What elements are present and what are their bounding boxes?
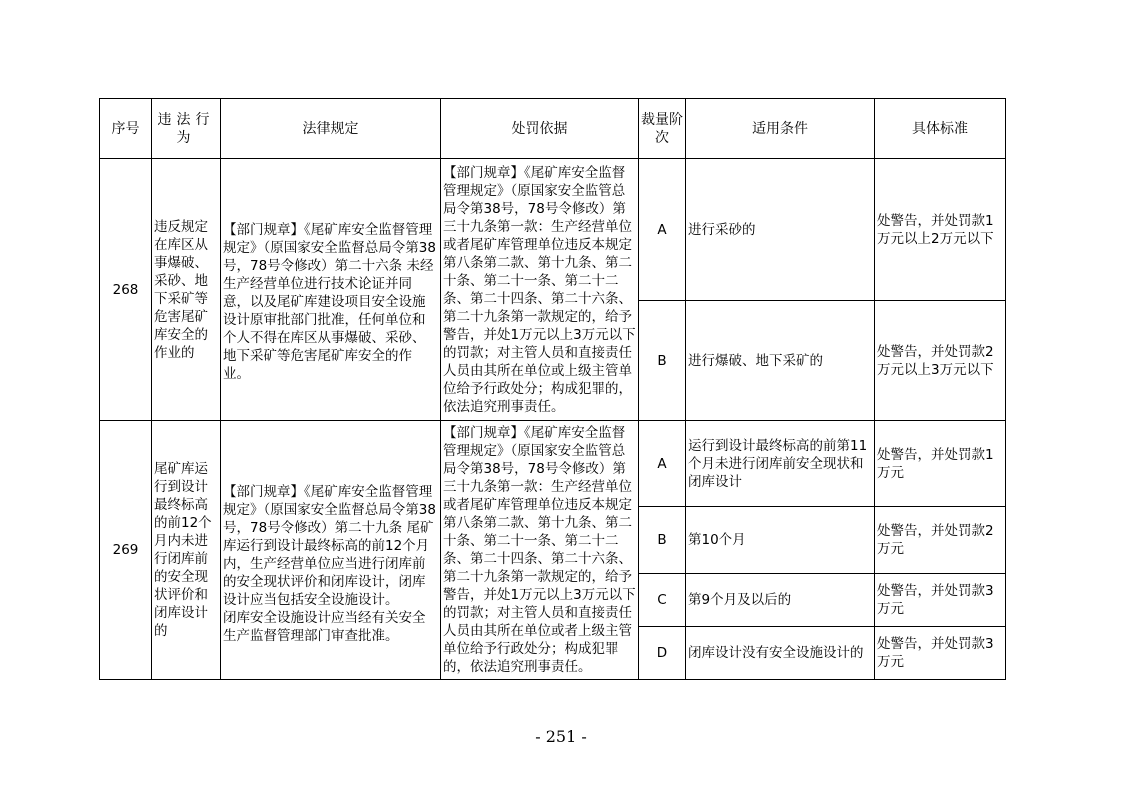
standard-cell: 处警告，并处罚款2万元 [875, 507, 1006, 574]
header-violation: 违法行为 [152, 99, 221, 159]
header-row [100, 99, 1006, 159]
level-cell: B [639, 301, 686, 421]
law-text: 【部门规章】《尾矿库安全监督管理规定》（原国家安全监督总局令第38号，78号令修改）第二十六条 未经生产经营单位进行技术论证并同意，以及尾矿库建设项目安全设施设计原审批部门批准，任何单位和个人不得在库区从事爆破、采砂、地下采矿等危害尾矿库安全的作业。 [223, 221, 436, 382]
level-cell: D [639, 627, 686, 680]
violation-cell: 违反规定在库区从事爆破、采砂、地下采矿等危害尾矿库安全的作业的 [152, 159, 221, 421]
condition-cell: 第9个月及以后的 [686, 574, 875, 627]
condition-cell: 进行采砂的 [686, 159, 875, 301]
standard-cell: 处警告，并处罚款2万元以上3万元以下 [875, 301, 1006, 421]
level-cell: C [639, 574, 686, 627]
law-paragraph: 【部门规章】《尾矿库安全监督管理规定》（原国家安全监督总局令第38号，78号令修改）第二十九条 尾矿库运行到设计最终标高的前12个月内，生产经营单位应当进行闭库前的安全现状评价和闭库设计，闭库设计应当包括安全设施设计。 [223, 484, 436, 608]
penalty-table [99, 98, 1006, 680]
row-number: 269 [100, 421, 152, 680]
header-level: 裁量阶次 [639, 99, 686, 159]
level-cell: A [639, 421, 686, 507]
condition-cell: 进行爆破、地下采矿的 [686, 301, 875, 421]
condition-cell: 第10个月 [686, 507, 875, 574]
law-text [223, 483, 438, 645]
row-number: 268 [100, 159, 152, 421]
law-paragraph: 闭库安全设施设计应当经有关安全生产监督管理部门审查批准。 [223, 610, 426, 644]
header-basis: 处罚依据 [441, 99, 639, 159]
standard-cell: 处警告，并处罚款3万元 [875, 627, 1006, 680]
basis-cell: 【部门规章】《尾矿库安全监督管理规定》（原国家安全监管总局令第38号，78号令修改）第三十九条第一款：生产经营单位或者尾矿库管理单位违反本规定第八条第二款、第十九条、第二十条、第二十一条、第二十二条、第二十四条、第二十六条、第二十九条第一款规定的，给予警告，并处1万元以上3万元以下的罚款；对主管人员和直接责任人员由其所在单位或上级主管单位给予行政处分；构成犯罪的，依法追究刑事责任。 [441, 159, 639, 421]
standard-cell: 处警告，并处罚款1万元 [875, 421, 1006, 507]
standard-cell: 处警告，并处罚款3万元 [875, 574, 1006, 627]
standard-cell: 处警告，并处罚款1万元以上2万元以下 [875, 159, 1006, 301]
law-cell [221, 421, 441, 680]
condition-cell: 闭库设计没有安全设施设计的 [686, 627, 875, 680]
header-law: 法律规定 [221, 99, 441, 159]
violation-cell: 尾矿库运行到设计最终标高的前12个月内未进行闭库前的安全现状评价和闭库设计的 [152, 421, 221, 680]
page-number: - 251 - [535, 727, 587, 746]
basis-cell: 【部门规章】《尾矿库安全监督管理规定》（原国家安全监管总局令第38号，78号令修改）第三十九条第一款：生产经营单位或者尾矿库管理单位违反本规定第八条第二款、第十九条、第二十条、第二十一条、第二十二条、第二十四条、第二十六条、第二十九条第一款规定的，给予警告，并处1万元以上3万元以下的罚款；对主管人员和直接责任人员由其所在单位或者上级主管单位给予行政处分；构成犯罪的，依法追究刑事责任。 [441, 421, 639, 680]
header-condition: 适用条件 [686, 99, 875, 159]
header-standard: 具体标准 [875, 99, 1006, 159]
level-cell: A [639, 159, 686, 301]
level-cell: B [639, 507, 686, 574]
condition-cell: 运行到设计最终标高的前第11个月未进行闭库前安全现状和闭库设计 [686, 421, 875, 507]
table-row [100, 421, 1006, 507]
header-no: 序号 [100, 99, 152, 159]
table-row [100, 159, 1006, 301]
law-cell [221, 159, 441, 421]
